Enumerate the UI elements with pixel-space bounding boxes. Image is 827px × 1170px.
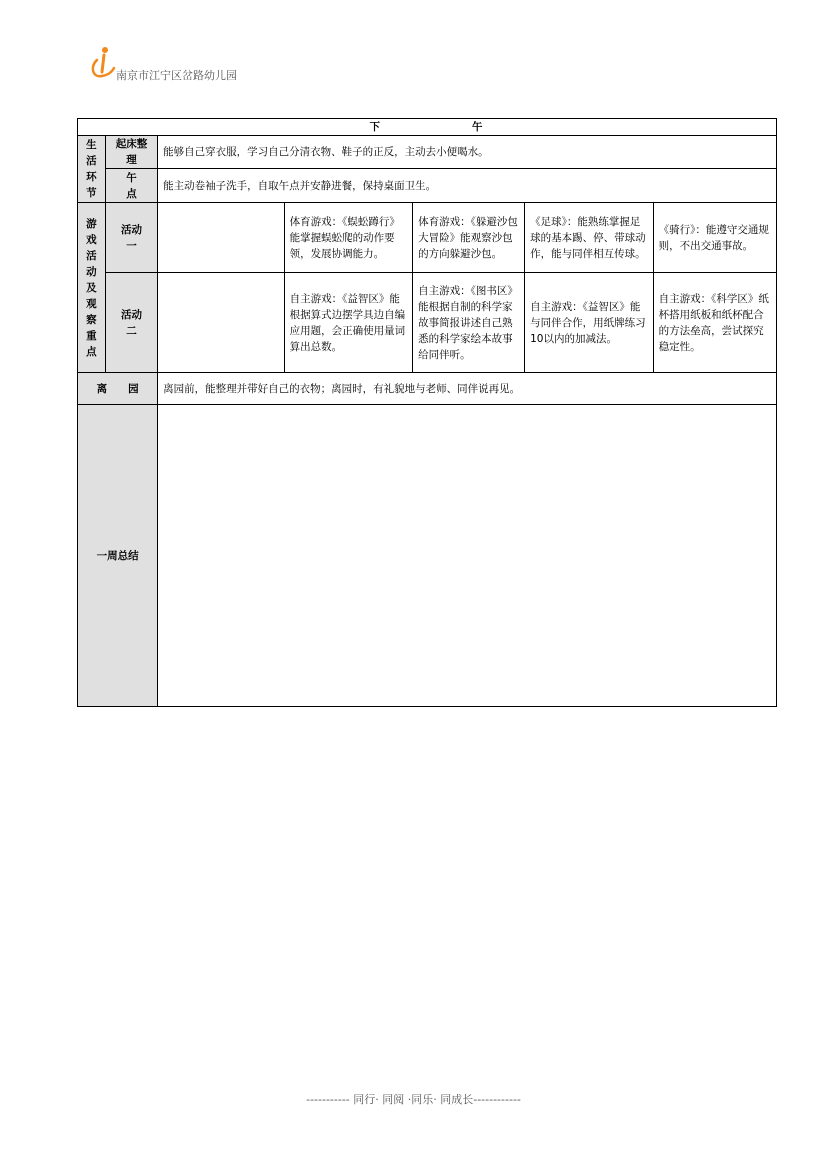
table-row [78, 136, 777, 169]
title-right: 午 [472, 121, 485, 133]
daily-plan-table [77, 118, 777, 707]
activity-one-label: 活动 一 [105, 203, 157, 273]
activity-two-label: 活动 二 [105, 273, 157, 373]
table-row [78, 169, 777, 203]
footer-motto: ----------- 同行· 同阅 ·同乐· 同成长------------ [306, 1093, 521, 1106]
activity-one-cell [158, 203, 284, 273]
table-row [78, 373, 777, 405]
leaving-content: 离园前，能整理并带好自己的衣物；离园时，有礼貌地与老师、同伴说再见。 [158, 373, 777, 405]
activity-one-cell: 体育游戏：《蜈蚣蹲行》能掌握蜈蚣爬的动作要领，发展协调能力。 [284, 203, 412, 273]
wake-up-content: 能够自己穿衣服，学习自己分清衣物、鞋子的正反，主动去小便喝水。 [158, 136, 777, 169]
title-left: 下 [369, 121, 382, 133]
activity-one-cell: 体育游戏：《躲避沙包大冒险》能观察沙包的方向躲避沙包。 [413, 203, 525, 273]
weekly-summary-content [158, 405, 777, 707]
activity-one-cell: 《足球》：能熟练掌握足球的基本踢、停、带球动作，能与同伴相互传球。 [525, 203, 653, 273]
snack-content: 能主动卷袖子洗手，自取午点并安静进餐，保持桌面卫生。 [158, 169, 777, 203]
snack-label: 午 点 [105, 169, 157, 203]
table-row [78, 273, 777, 373]
table-row [78, 405, 777, 707]
activity-two-cell: 自主游戏：《图书区》能根据自制的科学家故事简报讲述自己熟悉的科学家绘本故事给同伴听。 [413, 273, 525, 373]
activity-one-cell: 《骑行》：能遵守交通规则，不出交通事故。 [653, 203, 776, 273]
leaving-label: 离 园 [78, 373, 158, 405]
game-section-label: 游戏 活动 及观 察重 点 [78, 203, 106, 373]
activity-two-cell [158, 273, 284, 373]
afternoon-title [78, 119, 777, 136]
activity-two-cell: 自主游戏：《益智区》能根据算式边摆学具边自编应用题，会正确使用量词算出总数。 [284, 273, 412, 373]
wake-up-label: 起床整理 [105, 136, 157, 169]
school-name: 南京市江宁区岔路幼儿园 [116, 69, 237, 82]
school-logo [90, 46, 290, 82]
weekly-summary-label: 一周总结 [78, 405, 158, 707]
school-emblem-icon [90, 46, 116, 80]
table-title-row [78, 119, 777, 136]
activity-two-cell: 自主游戏：《益智区》能与同伴合作，用纸牌练习10以内的加减法。 [525, 273, 653, 373]
activity-two-cell: 自主游戏：《科学区》纸杯搭用纸板和纸杯配合的方法垒高，尝试探究稳定性。 [653, 273, 776, 373]
life-section-label: 生 活 环 节 [78, 136, 106, 203]
table-row [78, 203, 777, 273]
